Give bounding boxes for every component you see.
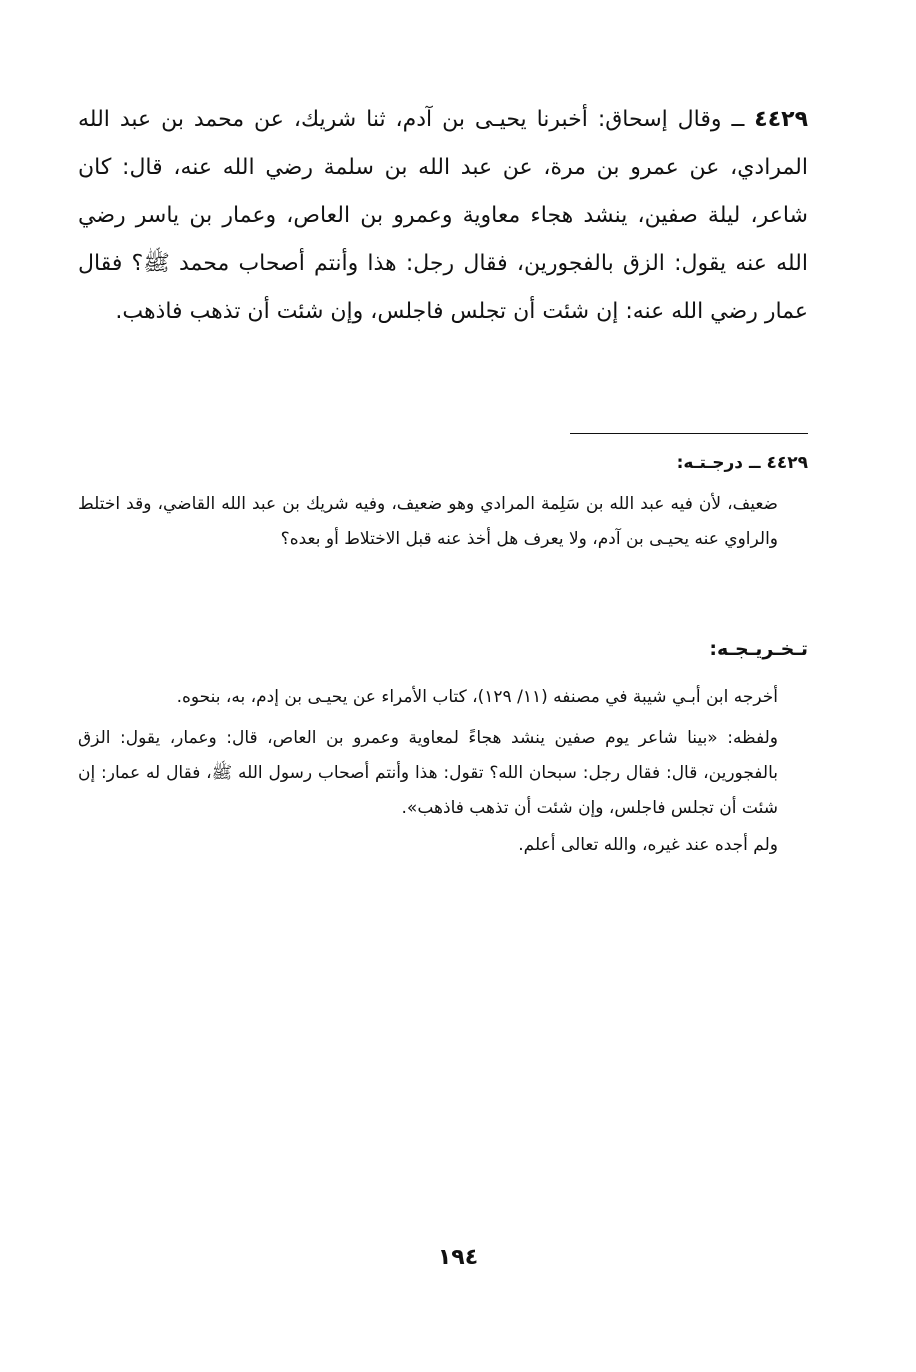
grade-heading: ٤٤٢٩ ــ درجـتـه: xyxy=(676,453,808,473)
footnote-separator xyxy=(570,433,808,434)
takhrij-section xyxy=(78,680,808,863)
hadith-number: ٤٤٢٩ xyxy=(754,107,808,132)
takhrij-heading: تـخـريـجـه: xyxy=(709,638,808,660)
grade-section xyxy=(78,446,808,557)
hadith-dash: ــ xyxy=(731,107,745,132)
wording-text: ولفظه: «بينا شاعر يوم صفين ينشد هجاءً لمعاوية وعمرو بن العاص، قال: وعمار، يقول: الزق بالفجورين، قال: فقال رجل: سبحان الله؟ تقول: هذا وأنتم أصحاب رسول الله ﷺ، فقال له عمار: إن شئت أن تجلس فاجلس، وإن شئت أن تذهب فاذهب». xyxy=(78,728,778,818)
page-number: ١٩٤ xyxy=(437,1245,479,1270)
hadith-paragraph xyxy=(78,96,808,336)
closing-text: ولم أجده عند غيره، والله تعالى أعلم. xyxy=(518,835,778,855)
grade-text: ضعيف، لأن فيه عبد الله بن سَلِمة المرادي وهو ضعيف، وفيه شريك بن عبد الله القاضي، وقد اختلط والراوي عنه يحيـى بن آدم، ولا يعرف هل أخذ عنه قبل الاختلاط أو بعده؟ xyxy=(78,494,778,549)
hadith-text: وقال إسحاق: أخبرنا يحيـى بن آدم، ثنا شريك، عن محمد بن عبد الله المرادي، عن عمرو بن مرة، عن عبد الله بن سلمة رضي الله عنه، قال: كان شاعر، ليلة صفين، ينشد هجاء معاوية وعمرو بن العاص، وعمار بن ياسر رضي الله عنه يقول: الزق بالفجورين، فقال رجل: هذا وأنتم أصحاب محمد ﷺ؟ فقال عمار رضي الله عنه: إن شئت أن تجلس فاجلس، وإن شئت أن تذهب فاذهب. xyxy=(78,107,808,324)
takhrij-text: أخرجه ابن أبـي شيبة في مصنفه (١١/ ١٢٩)، كتاب الأمراء عن يحيـى بن إدم، به، بنحوه. xyxy=(176,687,778,707)
